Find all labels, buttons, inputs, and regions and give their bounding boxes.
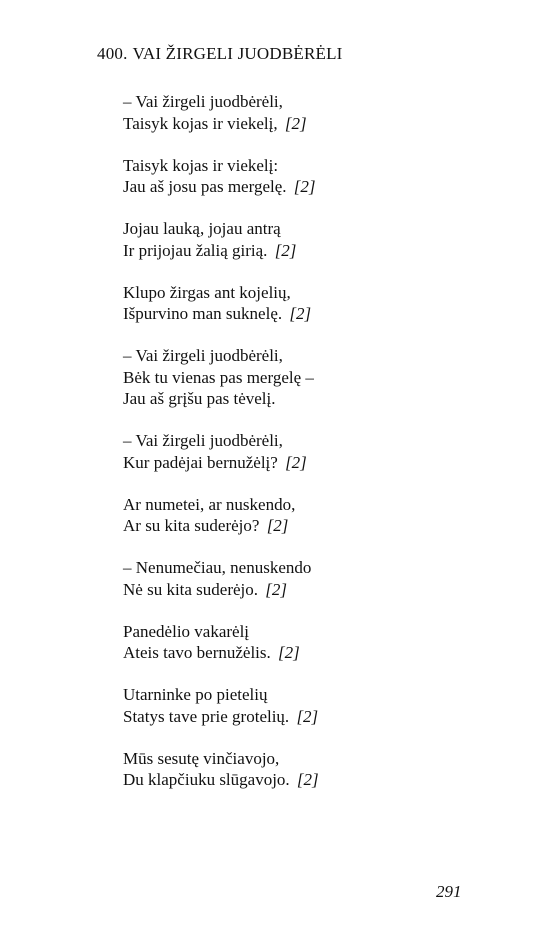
verse-text: Utarninke po pietelių xyxy=(123,685,268,704)
verse-text: – Nenumečiau, nenuskendo xyxy=(123,558,312,577)
verse-text: – Vai žirgeli juodbėrėli, xyxy=(123,346,283,365)
verse-line xyxy=(123,367,523,389)
verse-text: Statys tave prie grotelių. xyxy=(123,706,290,726)
verse-line xyxy=(123,684,523,706)
verse-line xyxy=(123,706,523,728)
page-number: 291 xyxy=(436,882,462,901)
verse-text: – Vai žirgeli juodbėrėli, xyxy=(123,431,283,450)
verse-text: Ar su kita suderėjo? xyxy=(123,516,260,535)
verse-text: Išpurvino man suknelę. xyxy=(123,304,283,323)
verse-line xyxy=(123,430,523,452)
verse-text: Panedėlio vakarėlį xyxy=(123,621,250,641)
stanza xyxy=(123,155,523,198)
verse-text: Kur padėjai bernužėlį? xyxy=(123,452,278,472)
verse-line xyxy=(123,494,523,516)
verse-line xyxy=(123,282,523,304)
song-number: 400. xyxy=(97,44,128,63)
stanza xyxy=(123,430,523,473)
verse-text: Ir prijojau žalią girią. xyxy=(123,240,268,260)
verse-line xyxy=(123,642,523,664)
stanza xyxy=(123,557,523,600)
repeat-mark: [2] xyxy=(289,304,312,323)
verse-text: Du klapčiuku slūgavojo. xyxy=(123,770,290,789)
repeat-mark: [2] xyxy=(296,706,319,726)
repeat-mark: [2] xyxy=(266,516,289,535)
stanza xyxy=(123,91,523,134)
verse-line xyxy=(123,452,523,474)
verse-line xyxy=(123,748,523,770)
verse-line xyxy=(123,388,523,410)
verse-line xyxy=(123,515,523,537)
verse-text: Ateis tavo bernužėlis. xyxy=(123,643,271,662)
verse-line xyxy=(123,240,523,262)
stanza xyxy=(123,282,523,325)
verse-text: Klupo žirgas ant kojelių, xyxy=(123,282,291,302)
verse-line xyxy=(123,91,523,113)
repeat-mark: [2] xyxy=(296,770,319,789)
song-title-text: VAI ŽIRGELI JUODBĖRĖLI xyxy=(132,44,343,63)
repeat-mark: [2] xyxy=(265,579,288,599)
stanza xyxy=(123,684,523,727)
poem-body xyxy=(123,91,523,811)
verse-text: Nė su kita suderėjo. xyxy=(123,579,259,599)
verse-line xyxy=(123,769,523,791)
verse-line xyxy=(123,113,523,135)
song-title xyxy=(97,44,343,64)
verse-text: Jojau lauką, jojau antrą xyxy=(123,219,281,238)
verse-line xyxy=(123,557,523,579)
verse-text: – Vai žirgeli juodbėrėli, xyxy=(123,92,283,111)
verse-line xyxy=(123,303,523,325)
verse-text: Taisyk kojas ir viekelį, xyxy=(123,113,278,133)
verse-text: Mūs sesutę vinčiavojo, xyxy=(123,748,280,768)
verse-line xyxy=(123,218,523,240)
stanza xyxy=(123,494,523,537)
verse-text: Jau aš josu pas mergelę. xyxy=(123,177,287,196)
verse-line xyxy=(123,176,523,198)
verse-text: Ar numetei, ar nuskendo, xyxy=(123,494,296,514)
stanza xyxy=(123,748,523,791)
stanza xyxy=(123,218,523,261)
verse-line xyxy=(123,155,523,177)
stanza xyxy=(123,621,523,664)
repeat-mark: [2] xyxy=(274,240,297,260)
verse-line xyxy=(123,579,523,601)
verse-line xyxy=(123,621,523,643)
repeat-mark: [2] xyxy=(293,177,316,196)
verse-text: Taisyk kojas ir viekelį: xyxy=(123,155,279,175)
verse-text: Bėk tu vienas pas mergelę – xyxy=(123,367,314,387)
repeat-mark: [2] xyxy=(284,113,307,133)
repeat-mark: [2] xyxy=(285,452,307,472)
repeat-mark: [2] xyxy=(278,643,300,662)
verse-text: Jau aš grįšu pas tėvelį. xyxy=(123,389,276,408)
stanza xyxy=(123,345,523,410)
verse-line xyxy=(123,345,523,367)
